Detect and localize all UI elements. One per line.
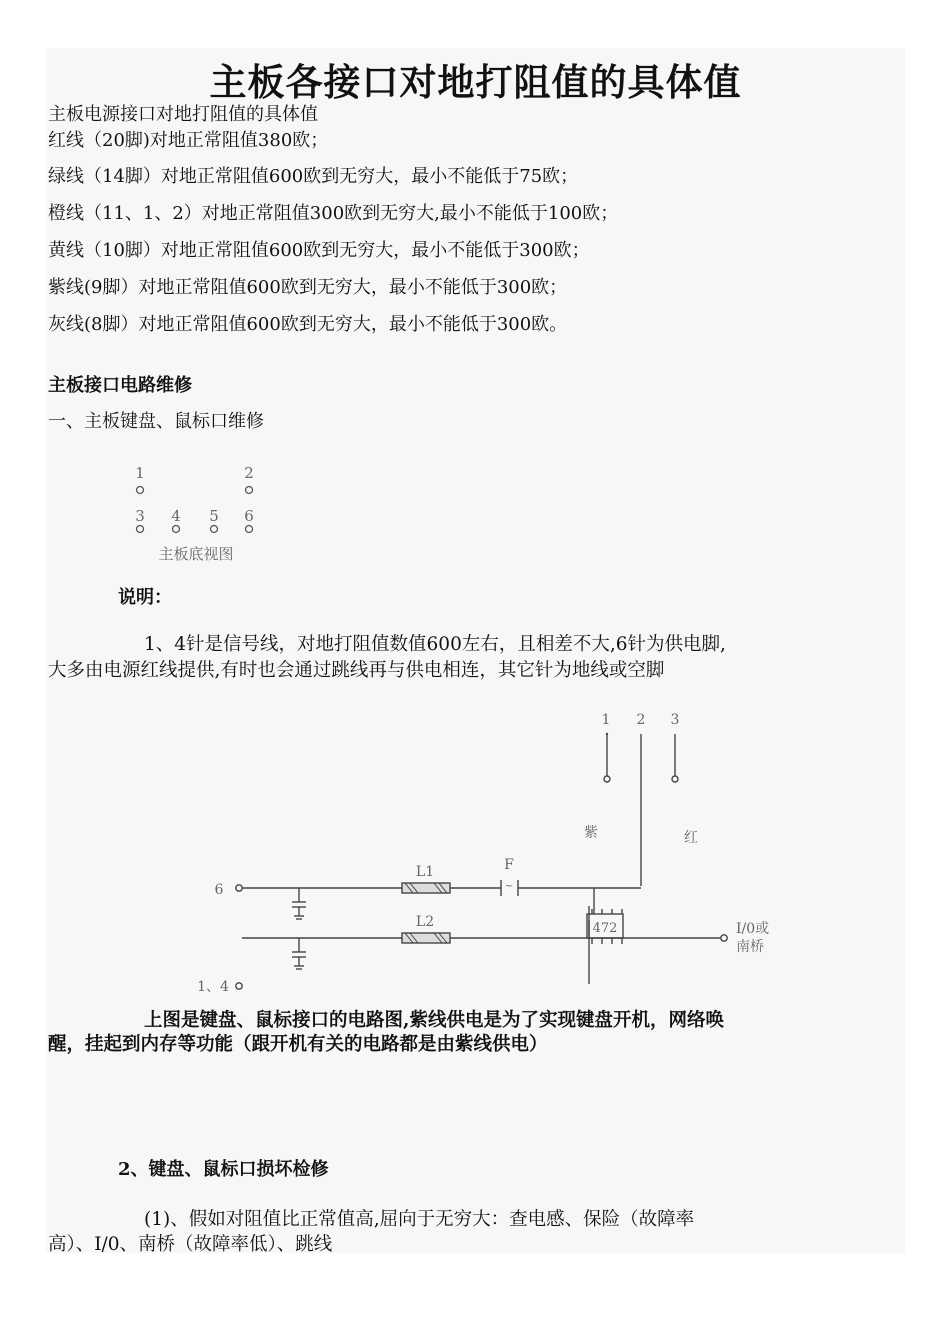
power-line-orange: 橙线（11、1、2）对地正常阻值300欧到无穷大,最小不能低于100欧；: [48, 203, 619, 224]
page-title: 主板各接口对地打阻值的具体值: [209, 61, 742, 104]
node-14-label: 1、4: [197, 979, 229, 995]
repair-heading: 主板接口电路维修: [48, 375, 192, 396]
item-1-line-1: (1)、假如对阻值比正常值高,屈向于无穷大：查电感、保险（故障率: [144, 1209, 695, 1230]
pin-3: [137, 526, 144, 533]
pin-label-6: 6: [244, 507, 254, 525]
pin-5: [211, 526, 218, 533]
pin-label-5: 5: [209, 507, 219, 525]
pin-label-3: 3: [135, 507, 145, 525]
power-line-green: 绿线（14脚）对地正常阻值600欧到无穷大，最小不能低于75欧；: [48, 166, 579, 187]
note-line-2: 大多由电源红线提供,有时也会通过跳线再与供电相连，其它针为地线或空脚: [48, 660, 665, 681]
note-label: 说明：: [118, 587, 172, 608]
fuse-F-label: F: [504, 857, 514, 873]
io-label-2: 南桥: [736, 939, 764, 955]
pin-label-4: 4: [171, 507, 181, 525]
io-terminal: [721, 935, 727, 941]
circuit-pin-label-1: 1: [601, 712, 611, 728]
document-page: [46, 48, 905, 1253]
pin-layout-diagram: [126, 460, 286, 568]
io-label-1: I/0或: [736, 921, 770, 937]
power-subtitle: 主板电源接口对地打阻值的具体值: [48, 104, 318, 125]
note-line-1: 1、4针是信号线，对地打阻值数值600左右，且相差不大,6针为供电脚,: [144, 634, 726, 655]
power-line-yellow: 黄线（10脚）对地正常阻值600欧到无穷大，最小不能低于300欧；: [48, 240, 590, 261]
section-2-heading: 2、键盘、鼠标口损坏检修: [118, 1159, 329, 1180]
circuit-note-line-2: 醒，挂起到内存等功能（跟开机有关的电路都是由紫线供电）: [48, 1034, 548, 1055]
inductor-L2-label: L2: [415, 914, 435, 930]
node-6-label: 6: [214, 882, 224, 898]
section-1-heading: 一、主板键盘、鼠标口维修: [48, 411, 264, 432]
red-label: 红: [684, 830, 698, 846]
inductor-L1-label: L1: [415, 864, 435, 880]
node-6-terminal: [236, 885, 242, 891]
pin-4: [173, 526, 180, 533]
pin-label-2: 2: [244, 464, 254, 482]
power-line-gray: 灰线(8脚）对地正常阻值600欧到无穷大，最小不能低于300欧。: [48, 314, 568, 335]
svg-text:~: ~: [504, 881, 514, 892]
pin-label-1: 1: [135, 464, 145, 482]
pin-1: [137, 487, 144, 494]
pin-2: [246, 487, 253, 494]
power-line-red: 红线（20脚)对地正常阻值380欧；: [48, 130, 329, 151]
circuit-pin-label-2: 2: [636, 712, 646, 728]
power-line-purple: 紫线(9脚）对地正常阻值600欧到无穷大，最小不能低于300欧；: [48, 277, 568, 298]
pin-6: [246, 526, 253, 533]
circuit-pin-label-3: 3: [670, 712, 680, 728]
purple-label: 紫: [584, 825, 598, 841]
item-1-line-2: 高）、I/0、南桥（故障率低）、跳线: [48, 1234, 333, 1255]
capacitor-472-label: 472: [592, 921, 618, 936]
circuit-note-line-1: 上图是键盘、鼠标接口的电路图,紫线供电是为了实现键盘开机，网络唤: [144, 1010, 724, 1031]
pin-diagram-caption: 主板底视图: [158, 545, 234, 563]
